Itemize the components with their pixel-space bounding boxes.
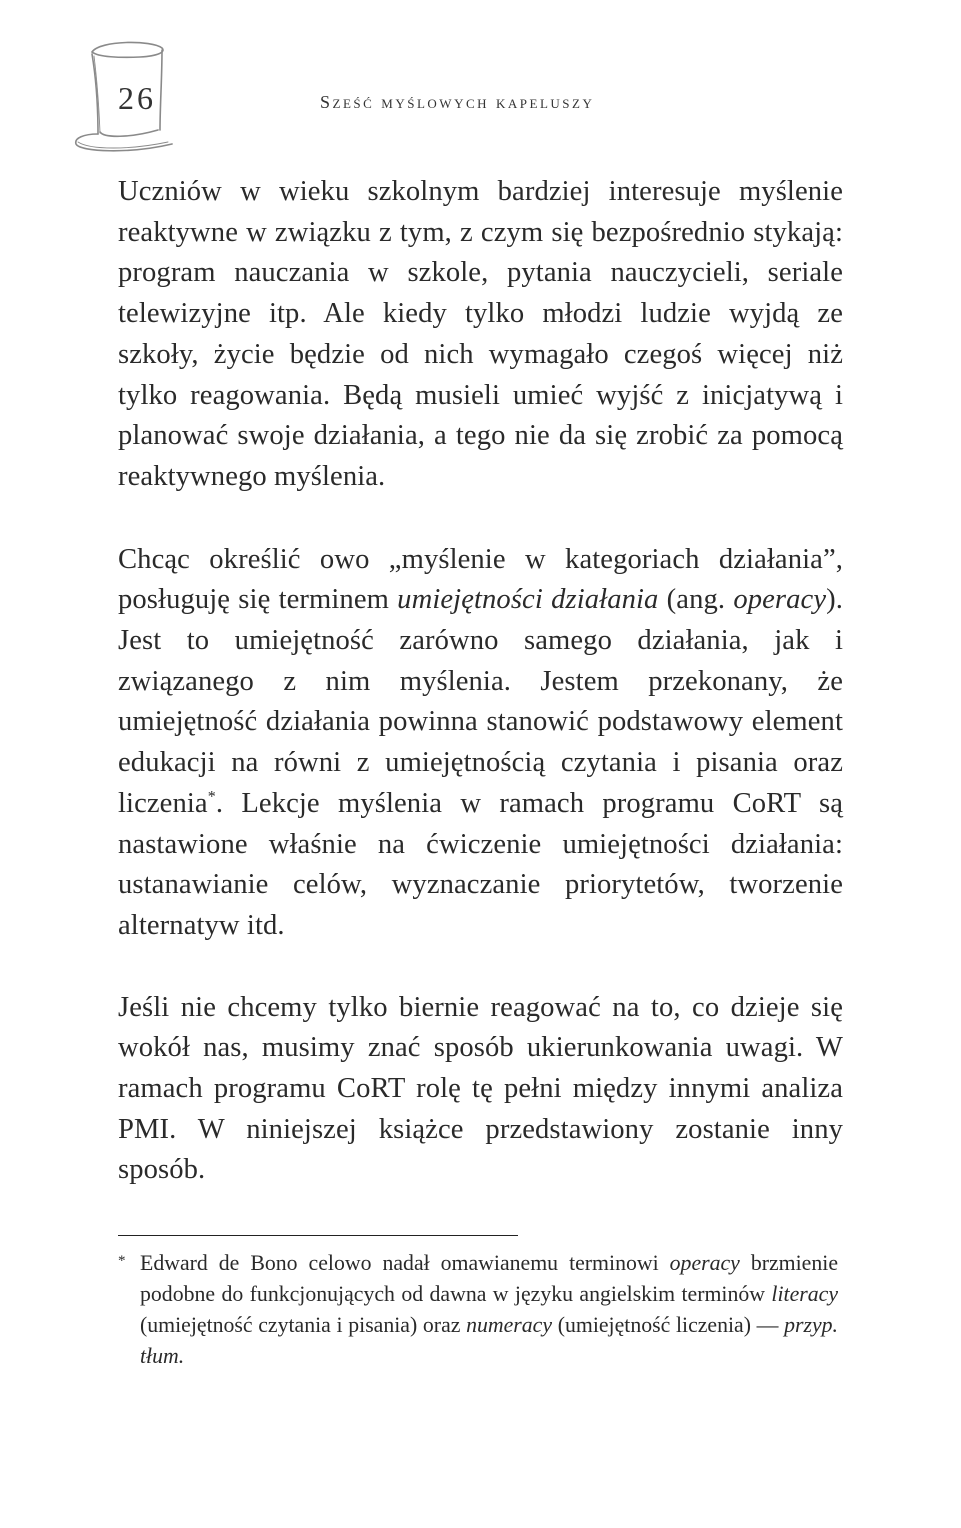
- footnote-term-numeracy: numeracy: [466, 1313, 553, 1337]
- paragraph-2-text-e: ). Jest to umiejętność zarówno samego działania, jak i związanego z nim myślenia. Jestem przekonany, że umiejętność działania powinna stanowić podstawowy element edukacji na równi z umiejętnością czytania i pisania oraz liczenia: [118, 584, 844, 819]
- running-title: Sześć myślowych kapeluszy: [320, 92, 595, 112]
- paragraph-2-text-c: (ang.: [658, 584, 734, 616]
- body-text: [118, 172, 843, 1233]
- footnote-text-a: Edward de Bono celowo nadał omawianemu terminowi: [140, 1251, 670, 1275]
- footnote-term-literacy: literacy: [771, 1282, 838, 1306]
- footnote: [118, 1248, 838, 1372]
- footnote-text-g: (umiejętność liczenia) —: [552, 1313, 785, 1337]
- page-number: 26: [118, 80, 156, 116]
- footnote-translator-note: przyp. tłum.: [140, 1313, 839, 1368]
- paragraph-3: Jeśli nie chcemy tylko biernie reagować na to, co dzieje się wokół nas, musimy znać sposób ukierunkowania uwagi. W ramach programu CoRT rolę tę pełni między innymi analiza PMI. W niniejszej książce przedstawiony zostanie inny sposób.: [118, 991, 843, 1186]
- paragraph-1: Uczniów w wieku szkolnym bardziej interesuje myślenie reaktywne w związku z tym, z czym się bezpośrednio stykają: program nauczania w szkole, pytania nauczycieli, seriale telewizyjne itp. Ale kiedy tylko młodzi ludzie wyjdą ze szkoły, życie będzie od nich wymagało czegoś więcej niż tylko reagowania. Będą musieli umieć wyjść z inicjatywą i planować swoje działania, a tego nie da się zrobić za pomocą reaktywnego myślenia.: [118, 176, 843, 492]
- footnote-text: [140, 1248, 838, 1372]
- footnote-marker: *: [118, 1253, 126, 1269]
- footnote-divider: [118, 1235, 518, 1236]
- term-umiejetnosci-dzialania: umiejętności działania: [397, 584, 659, 616]
- footnote-text-c: brzmienie podobne do funkcjonujących od dawna w języku angielskim terminów: [140, 1251, 838, 1306]
- paragraph-2: [118, 540, 843, 947]
- paragraph-2-text-a: Chcąc określić owo „myślenie w kategoriach działania”, posługuję się terminem: [118, 543, 843, 616]
- term-operacy: operacy: [733, 584, 827, 616]
- paragraph-2-text-f: . Lekcje myślenia w ramach programu CoRT są nastawione właśnie na ćwiczenie umiejętności działania: ustanawianie celów, wyznaczanie priorytetów, tworzenie alternatyw itd.: [118, 787, 843, 941]
- footnote-term-operacy: operacy: [669, 1251, 740, 1275]
- footnote-reference: *: [207, 788, 216, 806]
- footnote-text-e: (umiejętność czytania i pisania) oraz: [140, 1313, 467, 1337]
